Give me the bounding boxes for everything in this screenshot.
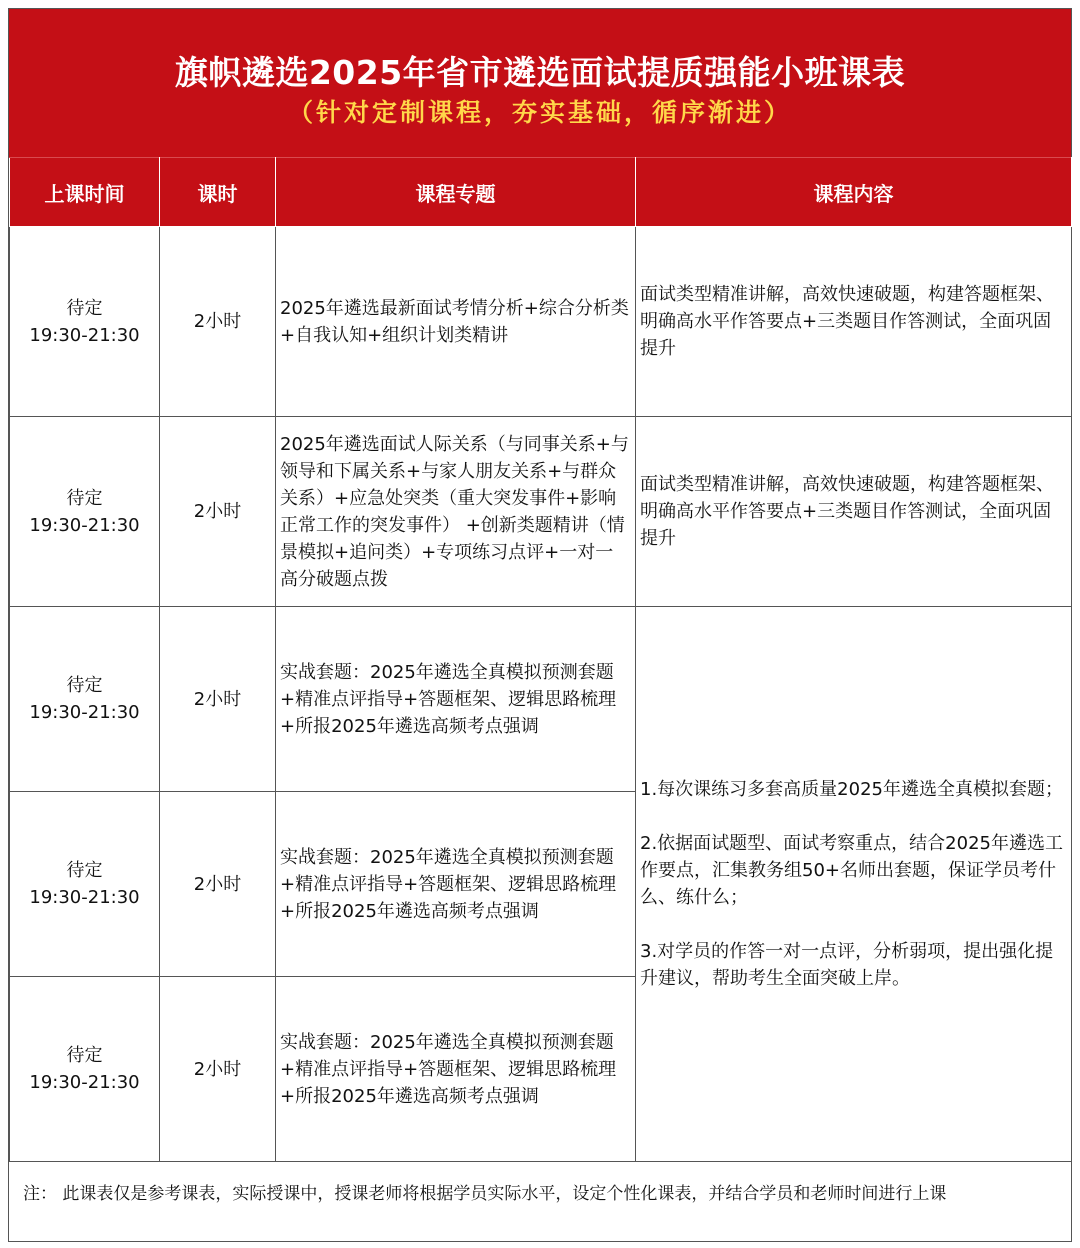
time-range: 19:30-21:30 xyxy=(29,702,140,723)
topic-cell: 实战套题：2025年遴选全真模拟预测套题+精准点评指导+答题框架、逻辑思路梳理+所报2025年遴选高频考点强调 xyxy=(276,792,636,977)
schedule-table xyxy=(9,157,1072,1162)
table-row xyxy=(10,227,1072,417)
merged-content-cell xyxy=(636,607,1072,1162)
topic-cell: 实战套题：2025年遴选全真模拟预测套题+精准点评指导+答题框架、逻辑思路梳理+所报2025年遴选高频考点强调 xyxy=(276,977,636,1162)
time-status: 待定 xyxy=(66,1045,103,1066)
column-header-hours: 课时 xyxy=(160,158,276,227)
topic-cell: 2025年遴选面试人际关系（与同事关系+与领导和下属关系+与家人朋友关系+与群众关系）+应急处突类（重大突发事件+影响正常工作的突发事件） +创新类题精讲（情景模拟+追问类）+专项练习点评+一对一高分破题点拨 xyxy=(276,417,636,607)
time-cell xyxy=(10,417,160,607)
time-range: 19:30-21:30 xyxy=(29,887,140,908)
content-point-3: 3.对学员的作答一对一点评，分析弱项，提出强化提升建议，帮助考生全面突破上岸。 xyxy=(640,941,1054,989)
column-header-time: 上课时间 xyxy=(10,158,160,227)
schedule-frame xyxy=(8,8,1072,1242)
time-cell xyxy=(10,792,160,977)
footer-note: 注： 此课表仅是参考课表，实际授课中，授课老师将根据学员实际水平，设定个性化课表，并结合学员和老师时间进行上课 xyxy=(23,1184,947,1204)
time-cell xyxy=(10,607,160,792)
content-point-1: 1.每次课练习多套高质量2025年遴选全真模拟套题； xyxy=(640,779,1063,800)
time-status: 待定 xyxy=(66,487,103,509)
hours-cell: 2小时 xyxy=(160,417,276,607)
hours-cell: 2小时 xyxy=(160,977,276,1162)
column-header-content: 课程内容 xyxy=(636,158,1072,227)
time-cell xyxy=(10,977,160,1162)
time-status: 待定 xyxy=(66,297,103,319)
time-status: 待定 xyxy=(66,860,103,881)
hours-cell: 2小时 xyxy=(160,607,276,792)
content-cell: 面试类型精准讲解，高效快速破题，构建答题框架、明确高水平作答要点+三类题目作答测试，全面巩固提升 xyxy=(636,417,1072,607)
topic-cell: 实战套题：2025年遴选全真模拟预测套题+精准点评指导+答题框架、逻辑思路梳理+所报2025年遴选高频考点强调 xyxy=(276,607,636,792)
page-subtitle: （针对定制课程，夯实基础，循序渐进） xyxy=(287,98,792,127)
hours-cell: 2小时 xyxy=(160,792,276,977)
page-title: 旗帜遴选2025年省市遴选面试提质强能小班课表 xyxy=(174,53,906,92)
table-row xyxy=(10,417,1072,607)
title-banner xyxy=(9,9,1071,157)
time-range: 19:30-21:30 xyxy=(29,324,140,346)
table-header-row xyxy=(10,158,1072,227)
time-cell xyxy=(10,227,160,417)
time-status: 待定 xyxy=(66,675,103,696)
content-cell: 面试类型精准讲解，高效快速破题，构建答题框架、明确高水平作答要点+三类题目作答测试，全面巩固提升 xyxy=(636,227,1072,417)
time-range: 19:30-21:30 xyxy=(29,514,140,536)
topic-cell: 2025年遴选最新面试考情分析+综合分析类+自我认知+组织计划类精讲 xyxy=(276,227,636,417)
content-point-2: 2.依据面试题型、面试考察重点，结合2025年遴选工作要点，汇集教务组50+名师出套题，保证学员考什么、练什么； xyxy=(640,833,1063,908)
time-range: 19:30-21:30 xyxy=(29,1072,140,1093)
hours-cell: 2小时 xyxy=(160,227,276,417)
table-row xyxy=(10,607,1072,792)
column-header-topic: 课程专题 xyxy=(276,158,636,227)
